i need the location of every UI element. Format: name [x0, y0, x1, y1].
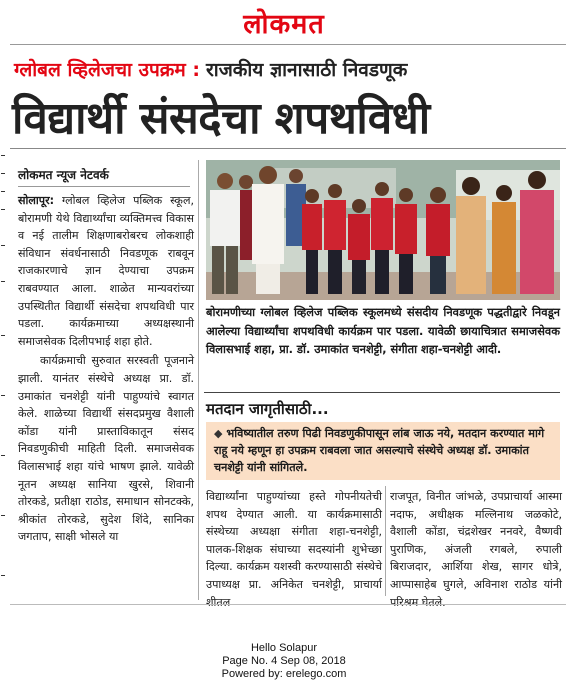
column-divider-2 — [385, 486, 386, 596]
byline-divider — [18, 186, 190, 187]
event-photo — [206, 160, 560, 300]
sidebar-title: मतदान जागृतीसाठी... — [206, 400, 329, 418]
masthead — [0, 4, 568, 41]
article-paragraph-1 — [18, 192, 194, 350]
headline-divider — [10, 148, 566, 149]
sidebar-box — [206, 422, 560, 480]
article-text-1: ग्लोबल व्हिलेज पब्लिक स्कूल, बोरामणी येथे विद्यार्थ्यांचा व्यक्तिमत्त्व विकास व नई तालीम शिक्षणाबरोबरच लोकशाही संविधान संवर्धनासाठी निवडणूक राबवून राजकारणाचे ज्ञान देण्याचा उपक्रम राबवण्यात आला. शाळेत मान्यवरांच्या उपस्थितीत विद्यार्थी संसदेचा शपथविधी पार पडला. कार्यक्रमाच्या अध्यक्षस्थानी समाजसेवक दिलीपभाई शहा होते. — [18, 194, 194, 348]
article-column-2: विद्यार्थ्यांना पाहुण्यांच्या हस्ते गोपनीयतेची शपथ देण्यात आली. या कार्यक्रमासाठी संस्थेच्या अध्यक्षा संगीता शहा-चनशेट्टी, पालक-शिक्षक संघाच्या सदस्यांनी शुभेच्छा दिल्या. कार्यक्रम यशस्वी करण्यासाठी संस्थेचे उपाध्यक्ष प्रा. अनिकेत चनशेट्टी, प्राचार्या शीतल — [206, 490, 382, 609]
article-column-1 — [18, 192, 194, 548]
page-footer — [0, 642, 568, 681]
footer-page-date: Page No. 4 Sep 08, 2018 — [222, 655, 346, 667]
top-divider — [10, 44, 566, 45]
sidebar-header — [204, 392, 560, 420]
footer-edition: Hello Solapur — [250, 642, 318, 654]
headline: विद्यार्थी संसदेचा शपथविधी — [12, 93, 430, 144]
newspaper-logo: लोकमत — [243, 9, 325, 40]
diamond-bullet-icon: ◆ — [214, 427, 223, 440]
kicker — [14, 56, 407, 82]
article-column-3: राजपूत, विनीत जांभळे, उपप्राचार्या आस्मा नदाफ, अधीक्षक मल्लिनाथ जळकोटे, वैशाली कोंडा, चंद्रशेखर ननवरे, वैष्णवी पुराणिक, अंजली रगबले, रुपाली बिराजदार, आर्शिया शेख, सागर धोत्रे, आप्पासाहेब घुगले, अविनाश राठोड यांनी परिश्रम घेतले. — [390, 490, 562, 609]
column-divider — [198, 160, 199, 600]
footer-powered-by: Powered by: erelego.com — [221, 668, 347, 680]
edge-marks — [1, 155, 5, 595]
dateline: सोलापूर: — [18, 194, 55, 207]
article-paragraph-2: कार्यक्रमाची सुरुवात सरस्वती पूजनाने झाली. यानंतर संस्थेचे अध्यक्ष प्रा. डॉ. उमाकांत चनशेट्टी यांनी पाहुण्यांचे स्वागत केले. शाळेच्या विद्यार्थी संसदप्रमुख वैशाली कोंडा यांनी प्रास्ताविकातून संसद निवडणुकीची माहिती दिली. समाजसेवक विलासभाई शहा यांचे भाषण झाले. यावेळी नूतन अध्यक्ष सानिया खुरसे, शिवानी तोरकडे, प्रतीक्षा राठोड, समाधान सोनटक्के, श्रीकांत तोरकडे, सुदेश शिंदे, सानिका जगताप, साक्षी भोसले या — [18, 354, 194, 544]
byline: लोकमत न्यूज नेटवर्क — [18, 168, 109, 182]
sidebar-text: भविष्यातील तरुण पिढी निवडणुकीपासून लांब जाऊ नये, मतदान करण्यात मागे राहू नये म्हणून हा उपक्रम राबवला जात असल्याचे संस्थेचे अध्यक्ष डॉ. उमाकांत चनशेट्टी यांनी सांगितले. — [214, 427, 545, 474]
photo-caption: बोरामणीच्या ग्लोबल व्हिलेज पब्लिक स्कूलमध्ये संसदीय निवडणूक पद्धतीद्वारे निवडून आलेल्या विद्यार्थ्यांचा शपथविधी कार्यक्रम पार पडला. यावेळी छायाचित्रात समाजसेवक विलासभाई शहा, प्रा. डॉ. उमाकांत चनशेट्टी, संगीता शहा-चनशेट्टी आदी. — [206, 305, 560, 357]
bottom-divider — [10, 604, 566, 605]
kicker-black: राजकीय ज्ञानासाठी निवडणूक — [206, 59, 408, 81]
kicker-red: ग्लोबल व्हिलेजचा उपक्रम : — [14, 59, 200, 81]
